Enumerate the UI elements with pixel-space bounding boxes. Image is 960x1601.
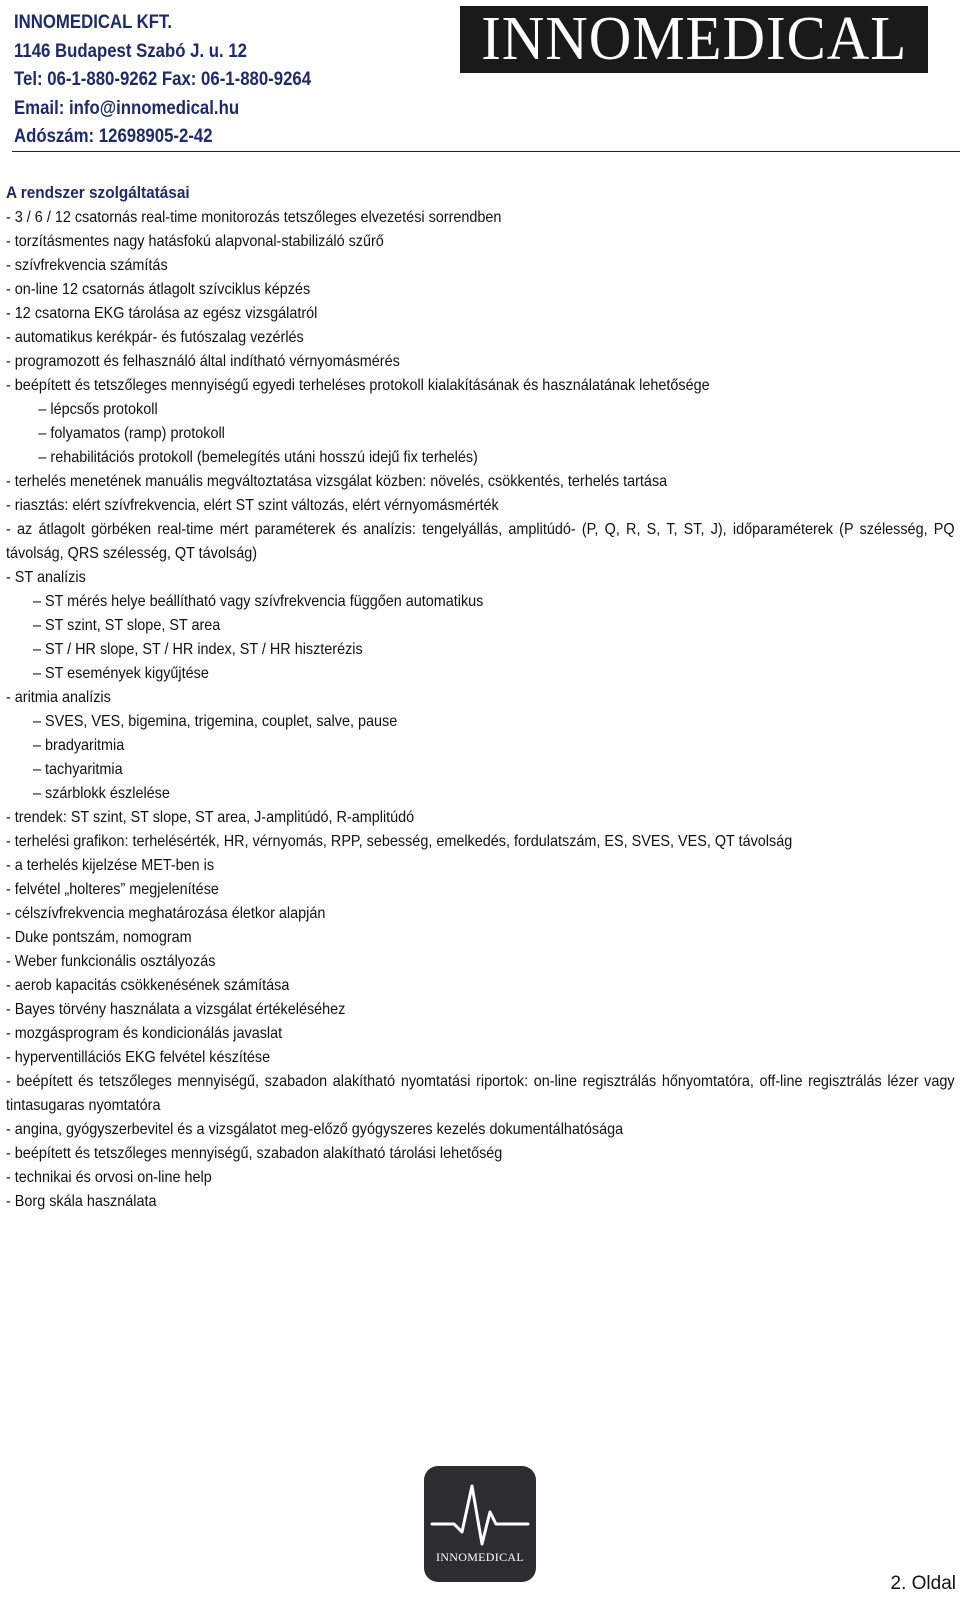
company-phone: Tel: 06-1-880-9262 Fax: 06-1-880-9264 [14,68,312,90]
company-address: 1146 Budapest Szabó J. u. 12 [14,39,248,62]
sub-list-item: – ST mérés helye beállítható vagy szívfrekvencia függően automatikus [33,593,484,610]
list-item: - aerob kapacitás csökkenésének számítása [6,977,290,994]
list-item: - mozgásprogram és kondicionálás javaslat [6,1025,283,1042]
section-title: A rendszer szolgáltatásai [6,184,190,202]
list-item: - a terhelés kijelzése MET-ben is [6,857,215,874]
list-item: - angina, gyógyszerbevitel és a vizsgálatot meg-előző gyógyszeres kezelés dokumentálhatósága [6,1121,624,1138]
sub-list-item: – szárblokk észlelése [33,785,170,802]
list-item: - beépített és tetszőleges mennyiségű egyedi terheléses protokoll kialakításának és használatának lehetősége [6,377,710,394]
company-name: INNOMEDICAL KFT. [14,11,173,33]
list-item: - beépített és tetszőleges mennyiségű, szabadon alakítható nyomtatási riportok: on-line regisztrálás hőnyomtatóra, off-line regisztrálás lézer vagy tintasugaras nyomtatóra [6,1073,955,1114]
list-item: - terhelés menetének manuális megváltoztatása vizsgálat közben: növelés, csökkentés, terhelés tartása [6,473,668,490]
list-item: - ST analízis [6,569,86,586]
innomedical-logo [460,6,928,73]
list-item: - Weber funkcionális osztályozás [6,953,216,970]
innomedical-ecg-logo [424,1466,536,1582]
sub-list-item: – bradyaritmia [33,737,125,754]
list-item: - riasztás: elért szívfrekvencia, elért ST szint változás, elért vérnyomásmérték [6,497,499,514]
list-item: - terhelési grafikon: terhelésérték, HR, vérnyomás, RPP, sebesség, emelkedés, fordulatszám, ES, SVES, VES, QT távolság [6,833,793,850]
list-item: - programozott és felhasználó által indítható vérnyomásmérés [6,353,400,370]
sub-list-item: – folyamatos (ramp) protokoll [38,425,225,442]
logo-text: INNOMEDICAL [481,5,907,73]
sub-list-item: – ST események kigyűjtése [33,665,209,682]
list-item: - automatikus kerékpár- és futószalag vezérlés [6,329,304,346]
services-section [6,180,956,1214]
list-item: - szívfrekvencia számítás [6,257,168,274]
sub-list-item: – SVES, VES, bigemina, trigemina, couplet, salve, pause [33,713,398,730]
list-item: - hyperventillációs EKG felvétel készítése [6,1049,271,1066]
list-item: - technikai és orvosi on-line help [6,1169,212,1186]
sub-list-item: – ST szint, ST slope, ST area [33,617,221,634]
sub-list-item: – lépcsős protokoll [38,401,158,418]
sub-list-item: – rehabilitációs protokoll (bemelegítés utáni hosszú idejű fix terhelés) [38,449,478,466]
list-item: - 3 / 6 / 12 csatornás real-time monitorozás tetszőleges elvezetési sorrendben [6,209,502,226]
list-item: - az átlagolt görbéken real-time mért paraméterek és analízis: tengelyállás, amplitúdó- (P, Q, R, S, T, ST, J), időparaméterek (P szélesség, PQ távolság, QRS szélesség, QT távolság) [6,521,955,562]
list-item: - Duke pontszám, nomogram [6,929,192,946]
company-tax-number: Adószám: 12698905-2-42 [14,125,213,147]
list-item: - beépített és tetszőleges mennyiségű, szabadon alakítható tárolási lehetőség [6,1145,503,1162]
list-item: - 12 csatorna EKG tárolása az egész vizsgálatról [6,305,318,322]
page-number: 2. Oldal [890,1573,956,1594]
list-item: - Bayes törvény használata a vizsgálat értékeléséhez [6,1001,346,1018]
company-email: Email: info@innomedical.hu [14,96,240,119]
header-divider [12,151,960,152]
sub-list-item: – ST / HR slope, ST / HR index, ST / HR hiszterézis [33,641,363,658]
sub-list-item: – tachyaritmia [33,761,123,778]
list-item: - Borg skála használata [6,1193,157,1210]
list-item: - trendek: ST szint, ST slope, ST area, J-amplitúdó, R-amplitúdó [6,809,415,826]
list-item: - aritmia analízis [6,689,111,706]
list-item: - on-line 12 csatornás átlagolt szívciklus képzés [6,281,311,298]
list-item: - célszívfrekvencia meghatározása életkor alapján [6,905,326,922]
list-item: - torzításmentes nagy hatásfokú alapvonal-stabilizáló szűrő [6,233,384,250]
list-item: - felvétel „holteres” megjelenítése [6,881,219,898]
bottom-logo-text: INNOMEDICAL [436,1550,524,1564]
company-header [14,8,311,151]
